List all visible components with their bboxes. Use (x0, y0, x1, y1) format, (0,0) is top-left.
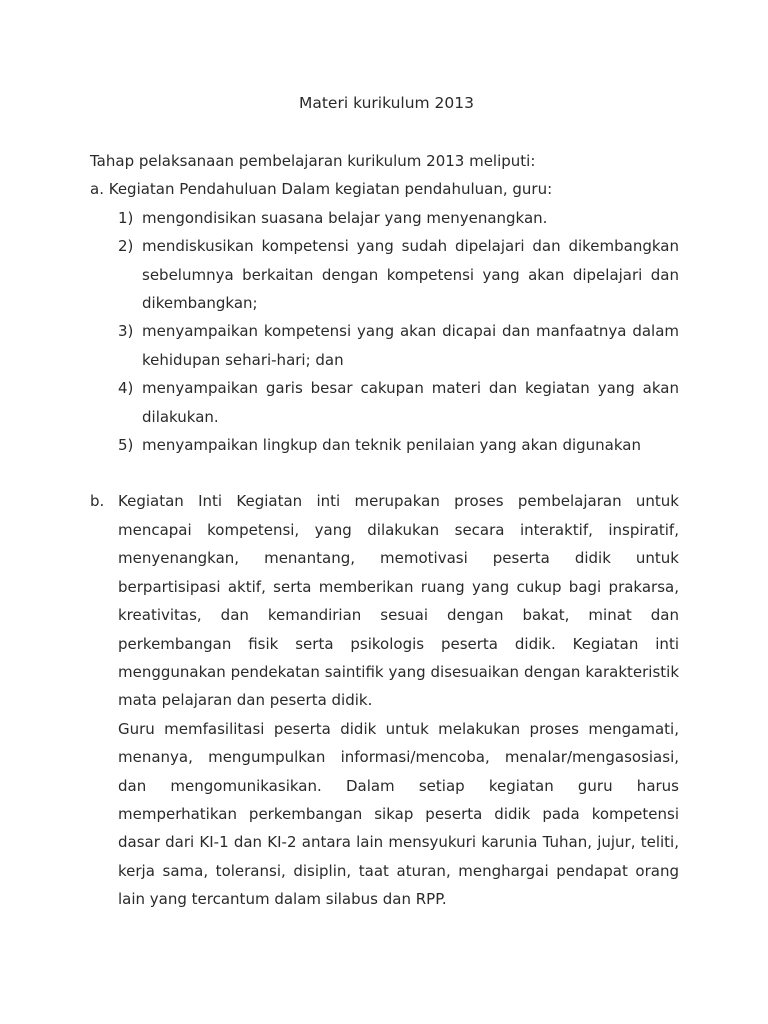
intro-text: Tahap pelaksanaan pembelajaran kurikulum 2013 meliputi: (90, 152, 536, 170)
list-item-number: 2) (118, 237, 134, 256)
list-item (118, 317, 679, 374)
list-item-number: 1) (118, 208, 134, 227)
section-b-marker: b. (90, 492, 105, 511)
section-b-paragraph-2: Guru memfasilitasi peserta didik untuk melakukan proses mengamati, menanya, mengumpulkan informasi/mencoba, menalar/mengasosiasi, dan mengomunikasikan. Dalam setiap kegiatan guru harus memperhatikan perkembangan sikap peserta didik pada kompetensi dasar dari KI-1 dan KI-2 antara lain mensyukuri karunia Tuhan, jujur, teliti, kerja sama, toleransi, disiplin, taat aturan, menghargai pendapat orang lain yang tercantum dalam silabus dan RPP. (118, 719, 679, 909)
list-item (118, 232, 679, 317)
section-a-list (90, 204, 679, 460)
section-a-heading: a. Kegiatan Pendahuluan Dalam kegiatan pendahuluan, guru: (90, 180, 553, 199)
list-item-text: menyampaikan garis besar cakupan materi dan kegiatan yang akan dilakukan. (142, 379, 679, 426)
list-item-number: 5) (118, 436, 134, 455)
section-b-paragraph-1: Kegiatan Inti Kegiatan inti merupakan proses pembelajaran untuk mencapai kompetensi, yang dilakukan secara interaktif, inspiratif, menyenangkan, menantang, memotivasi peserta didik untuk berpartisipasi aktif, serta memberikan ruang yang cukup bagi prakarsa, kreativitas, dan kemandirian sesuai dengan bakat, minat dan perkembangan fisik serta psikologis peserta didik. Kegiatan inti menggunakan pendekatan saintifik yang disesuaikan dengan karakteristik mata pelajaran dan peserta didik. (118, 492, 679, 710)
list-item-number: 3) (118, 322, 134, 341)
list-item-text: mengondisikan suasana belajar yang menyenangkan. (142, 208, 548, 227)
list-item (118, 374, 679, 431)
list-item-number: 4) (118, 379, 134, 398)
list-item-text: menyampaikan lingkup dan teknik penilaian yang akan digunakan (142, 436, 641, 455)
list-item-text: mendiskusikan kompetensi yang sudah dipelajari dan dikembangkan sebelumnya berkaitan dengan kompetensi yang akan dipelajari dan dikembangkan; (142, 237, 679, 313)
list-item (118, 431, 679, 459)
section-a (90, 175, 679, 459)
document-title: Materi kurikulum 2013 (298, 94, 475, 112)
list-item-text: menyampaikan kompetensi yang akan dicapai dan manfaatnya dalam kehidupan sehari-hari; dan (142, 322, 679, 369)
list-item (118, 204, 679, 232)
section-b (90, 487, 679, 913)
